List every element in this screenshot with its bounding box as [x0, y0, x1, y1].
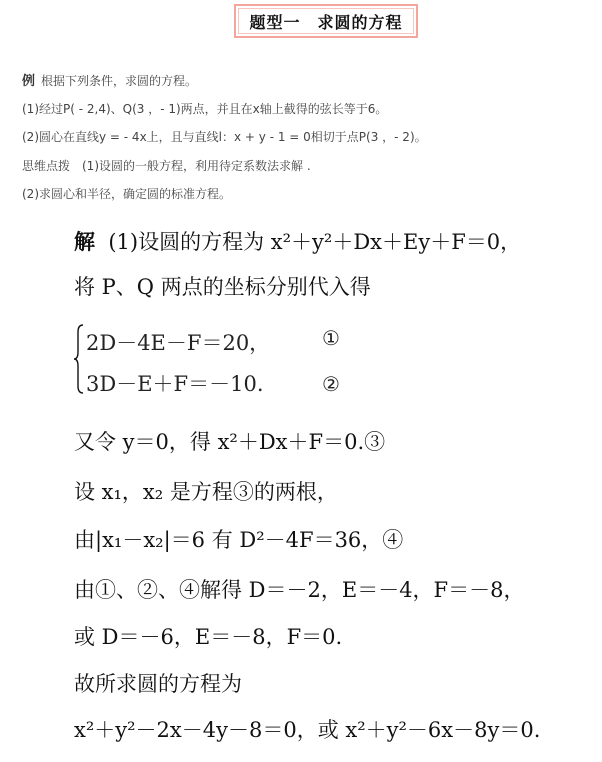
example-line — [22, 70, 197, 89]
solution-line-6: 由①、②、④解得 D＝－2，E＝－4，F＝－8， — [74, 578, 525, 602]
solution-line-7: 或 D＝－6，E＝－8，F＝0. — [74, 625, 343, 649]
section-title-box — [234, 4, 418, 38]
solution-line-4: 设 x₁，x₂ 是方程③的两根， — [74, 480, 338, 504]
solution-line-5: 由|x₁－x₂|＝6 有 D²－4F＝36，④ — [74, 528, 404, 552]
equation-mark-2: ② — [322, 372, 340, 396]
section-title: 题型一 求圆的方程 — [249, 12, 403, 32]
solution-line-1-text: (1)设圆的方程为 x²＋y²＋Dx＋Ey＋F＝0， — [108, 230, 522, 254]
hint-2: (2)求圆心和半径，确定圆的标准方程。 — [22, 187, 231, 201]
system-brace — [74, 324, 84, 394]
condition-2: (2)圆心在直线y = - 4x上，且与直线l：x + y - 1 = 0相切于点P(3 ，- 2)。 — [22, 130, 427, 144]
solution-line-2: 将 P、Q 两点的坐标分别代入得 — [74, 275, 371, 299]
solution-line-1 — [74, 226, 521, 256]
solution-line-8: 故所求圆的方程为 — [74, 672, 242, 696]
system-equation-1: 2D－4E－F＝20， — [86, 331, 271, 355]
equation-mark-1: ① — [322, 326, 340, 350]
solution-line-9: x²＋y²－2x－4y－8＝0，或 x²＋y²－6x－8y＝0. — [74, 718, 541, 742]
example-label: 例 — [22, 74, 36, 89]
solution-line-3: 又令 y＝0，得 x²＋Dx＋F＝0.③ — [74, 430, 386, 454]
system-equation-2: 3D－E＋F＝－10. — [86, 372, 264, 396]
solution-label: 解 — [74, 229, 95, 254]
hint-1: 思维点拨 (1)设圆的一般方程，利用待定系数法求解 . — [22, 159, 311, 173]
condition-1: (1)经过P( - 2,4)、Q(3 ，- 1)两点，并且在x轴上截得的弦长等于6。 — [22, 102, 388, 116]
example-text: 根据下列条件，求圆的方程。 — [41, 74, 198, 88]
